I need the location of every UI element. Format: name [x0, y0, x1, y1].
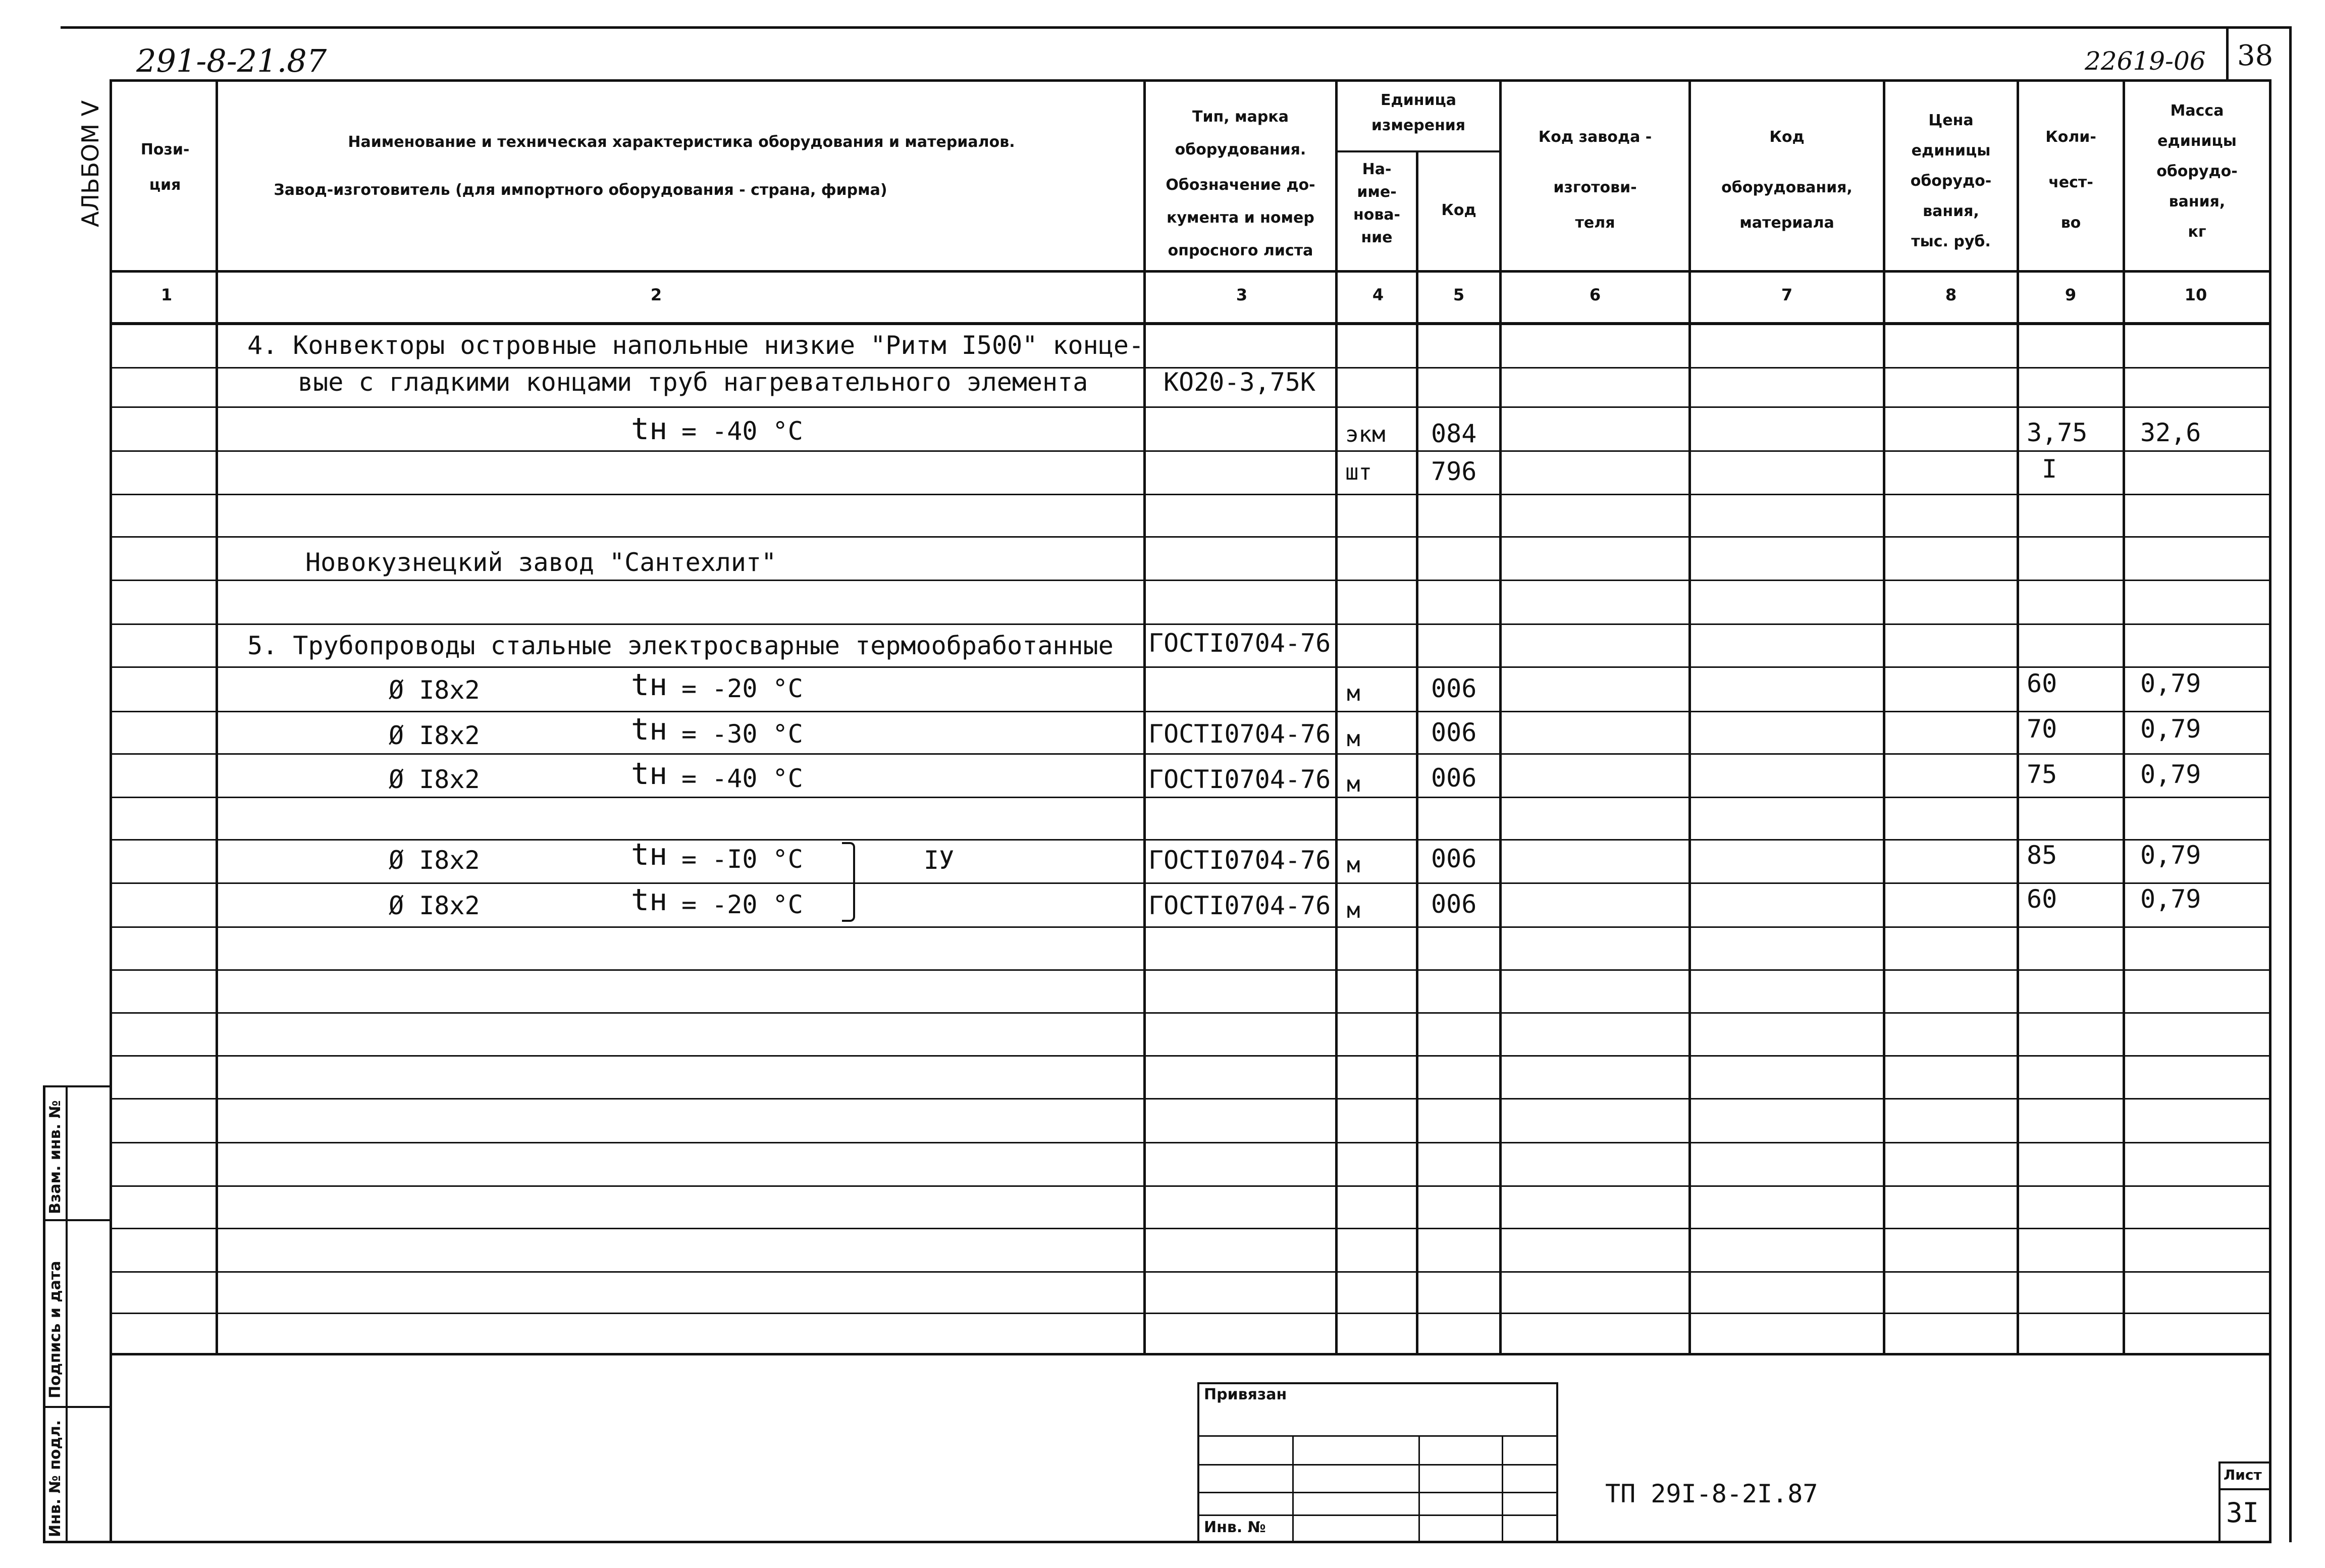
pipe-4-code: 006 — [1431, 844, 1477, 873]
col9-header-line3: во — [2060, 214, 2081, 232]
item4-name-line1: 4. Конвекторы островные напольные низкие "Ритм I500" конце- — [247, 331, 1144, 360]
manufacturer-name: Новокузнецкий завод "Сантехлит" — [305, 548, 777, 577]
col-number-8: 8 — [1945, 285, 1957, 304]
brace-label: IУ — [924, 846, 955, 875]
col3-header-line1: Тип, марка — [1192, 108, 1289, 126]
col4-header-line4: ние — [1361, 229, 1393, 246]
unit-group-rule — [1335, 150, 1502, 152]
item4-name-line2: вые с гладкими концами труб нагревательного элемента — [298, 368, 1088, 397]
frame-top — [111, 79, 2271, 82]
pipe-2-t: tн — [631, 712, 668, 747]
stamp-col-1 — [1292, 1435, 1294, 1541]
album-label: АЛЬБОМ V — [77, 100, 104, 227]
stamp-box-top — [1197, 1382, 1558, 1384]
col7-header-line1: Код — [1769, 128, 1805, 146]
pipe-1-qty: 60 — [2027, 669, 2057, 698]
col4-header-line1: На- — [1362, 161, 1392, 178]
col4-header-line2: име- — [1357, 183, 1397, 201]
col9-header-line2: чест- — [2048, 174, 2093, 191]
pipe-5-unit: м — [1347, 898, 1360, 923]
col-number-3: 3 — [1236, 285, 1248, 304]
stamp-col-2 — [1418, 1435, 1420, 1541]
pipe-4-tv: = -I0 °С — [681, 845, 803, 874]
pipe-4-type: ГОСТI0704-76 — [1148, 846, 1331, 875]
pipe-2-unit: м — [1347, 726, 1360, 752]
col6-header-line1: Код завода - — [1538, 128, 1652, 146]
pipe-4-dia: Ø I8х2 — [389, 846, 480, 875]
pipe-4-unit: м — [1347, 852, 1360, 878]
pipe-3-tv: = -40 °С — [681, 764, 803, 793]
col-number-2: 2 — [650, 285, 662, 304]
list-value: 3I — [2226, 1497, 2259, 1529]
side-box-mid — [66, 1085, 68, 1542]
pipe-3-code: 006 — [1431, 763, 1477, 793]
pipe-5-tv: = -20 °С — [681, 890, 803, 919]
pipe-2-dia: Ø I8х2 — [389, 721, 480, 750]
pipe-5-type: ГОСТI0704-76 — [1148, 891, 1331, 920]
stamp-box-right — [1556, 1382, 1558, 1541]
item4-temp-value: = -40 °С — [681, 416, 803, 446]
side-label-inv-podl: Инв. № подл. — [46, 1420, 64, 1537]
item4-type: КО20-3,75К — [1164, 368, 1316, 397]
list-box-mid — [2218, 1488, 2271, 1490]
col6-header-line3: теля — [1575, 214, 1615, 232]
stamp-row-4 — [1197, 1514, 1558, 1516]
col8-header-line1: Цена — [1928, 112, 1974, 129]
pipe-2-code: 006 — [1431, 718, 1477, 747]
stamp-inv-no: Инв. № — [1204, 1519, 1266, 1536]
col5-header: Код — [1441, 201, 1476, 219]
pipe-3-dia: Ø I8х2 — [389, 765, 480, 794]
pipe-5-mass: 0,79 — [2140, 884, 2201, 914]
list-box-top — [2218, 1461, 2271, 1464]
side-label-podpis: Подпись и дата — [46, 1261, 64, 1398]
side-sep-2 — [43, 1406, 111, 1408]
pipe-3-t: tн — [631, 756, 668, 792]
pipe-1-t: tн — [631, 667, 668, 703]
header-rule-1 — [111, 270, 2271, 273]
item4-code-084: 084 — [1431, 419, 1477, 448]
side-sep-1 — [43, 1219, 111, 1221]
stamp-row-1 — [1197, 1435, 1558, 1437]
col9-header-line1: Коли- — [2045, 128, 2096, 146]
col10-header-line5: кг — [2188, 223, 2206, 241]
pipe-1-unit: м — [1347, 681, 1360, 706]
col-number-1: 1 — [161, 285, 173, 304]
col4-header-line3: нова- — [1353, 206, 1401, 224]
col1-header-line2: ция — [149, 176, 181, 194]
pipe-5-qty: 60 — [2027, 884, 2057, 914]
side-box-top — [43, 1085, 111, 1087]
stamp-box-left — [1197, 1382, 1199, 1541]
doc-code-top-left: 291-8-21.87 — [136, 42, 327, 79]
item4-unit-sht: шт — [1345, 459, 1372, 485]
col10-header-line1: Масса — [2170, 102, 2224, 120]
col-number-7: 7 — [1781, 285, 1793, 304]
header-rule-2 — [111, 322, 2271, 325]
item4-mass: 32,6 — [2140, 418, 2201, 447]
col8-header-line5: тыс. руб. — [1911, 233, 1991, 250]
stamp-row-3 — [1197, 1492, 1558, 1493]
frame-bottom — [43, 1541, 2271, 1543]
group-brace — [842, 842, 855, 922]
outer-right — [2289, 28, 2292, 1542]
item4-unit-ekm: экм — [1345, 422, 1386, 447]
pipe-3-unit: м — [1347, 771, 1360, 797]
pipe-1-code: 006 — [1431, 674, 1477, 703]
col3-header-line2: оборудования. — [1175, 141, 1306, 159]
doc-code-top-right: 22619-06 — [2085, 46, 2206, 76]
col3-header-line3: Обозначение до- — [1166, 176, 1315, 194]
pipe-3-qty: 75 — [2027, 760, 2057, 789]
pipe-4-t: tн — [631, 837, 668, 872]
pipe-4-qty: 85 — [2027, 841, 2057, 870]
list-box-left — [2218, 1461, 2221, 1542]
stamp-col-3 — [1502, 1435, 1503, 1541]
pipe-4-mass: 0,79 — [2140, 841, 2201, 870]
frame-right — [2269, 79, 2271, 1543]
item4-qty: 3,75 — [2027, 418, 2088, 447]
side-label-vzam: Взам. инв. № — [46, 1100, 64, 1214]
frame-left — [110, 79, 112, 1543]
col1-header-line1: Пози- — [140, 141, 190, 159]
side-box-left — [43, 1085, 45, 1542]
list-label: Лист — [2224, 1467, 2262, 1483]
col3-header-line4: кумента и номер — [1167, 209, 1314, 227]
col-number-5: 5 — [1453, 285, 1465, 304]
item4-qty-pieces: I — [2042, 454, 2057, 484]
pipe-1-tv: = -20 °С — [681, 674, 803, 703]
item5-type: ГОСТI0704-76 — [1148, 629, 1331, 658]
page-number-top: 38 — [2237, 39, 2274, 72]
col-number-10: 10 — [2184, 285, 2207, 304]
pipe-5-t: tн — [631, 882, 668, 918]
col8-header-line3: оборудо- — [1910, 172, 1992, 190]
page-box-left — [2226, 28, 2229, 81]
col3-header-line5: опросного листа — [1168, 242, 1313, 259]
col10-header-line4: вания, — [2169, 193, 2226, 211]
pipe-2-type: ГОСТI0704-76 — [1148, 719, 1331, 749]
col8-header-line2: единицы — [1911, 142, 1991, 160]
col2-header-line1: Наименование и техническая характеристика оборудования и материалов. — [348, 133, 1015, 151]
pipe-3-type: ГОСТI0704-76 — [1148, 765, 1331, 794]
unit-group-line2: измерения — [1371, 117, 1466, 134]
col10-header-line2: единицы — [2157, 132, 2237, 150]
col7-header-line3: материала — [1739, 214, 1834, 232]
col2-header-line2: Завод-изготовитель (для импортного оборудования - страна, фирма) — [274, 181, 887, 199]
item4-code-796: 796 — [1431, 457, 1477, 486]
pipe-5-dia: Ø I8х2 — [389, 891, 480, 920]
col10-header-line3: оборудо- — [2156, 163, 2238, 180]
document-number: ТП 29I-8-2I.87 — [1605, 1479, 1818, 1508]
col-number-9: 9 — [2065, 285, 2077, 304]
item4-temp-label: tн — [631, 411, 668, 447]
pipe-3-mass: 0,79 — [2140, 760, 2201, 789]
col8-header-line4: вания, — [1923, 202, 1979, 220]
unit-group-line1: Единица — [1381, 91, 1456, 109]
col-number-6: 6 — [1589, 285, 1601, 304]
top-rule — [61, 26, 2292, 29]
stamp-privyazan: Привязан — [1204, 1386, 1287, 1403]
pipe-2-mass: 0,79 — [2140, 714, 2201, 744]
col6-header-line2: изготови- — [1553, 179, 1637, 196]
pipe-1-dia: Ø I8х2 — [389, 675, 480, 705]
pipe-2-qty: 70 — [2027, 714, 2057, 744]
col7-header-line2: оборудования, — [1721, 179, 1853, 196]
item5-name: 5. Трубопроводы стальные электросварные термообработанные — [247, 631, 1114, 660]
pipe-2-tv: = -30 °С — [681, 719, 803, 749]
pipe-1-mass: 0,79 — [2140, 669, 2201, 698]
stamp-row-2 — [1197, 1464, 1558, 1466]
col-number-4: 4 — [1372, 285, 1384, 304]
col-div-4 — [1416, 151, 1418, 1354]
pipe-5-code: 006 — [1431, 890, 1477, 919]
